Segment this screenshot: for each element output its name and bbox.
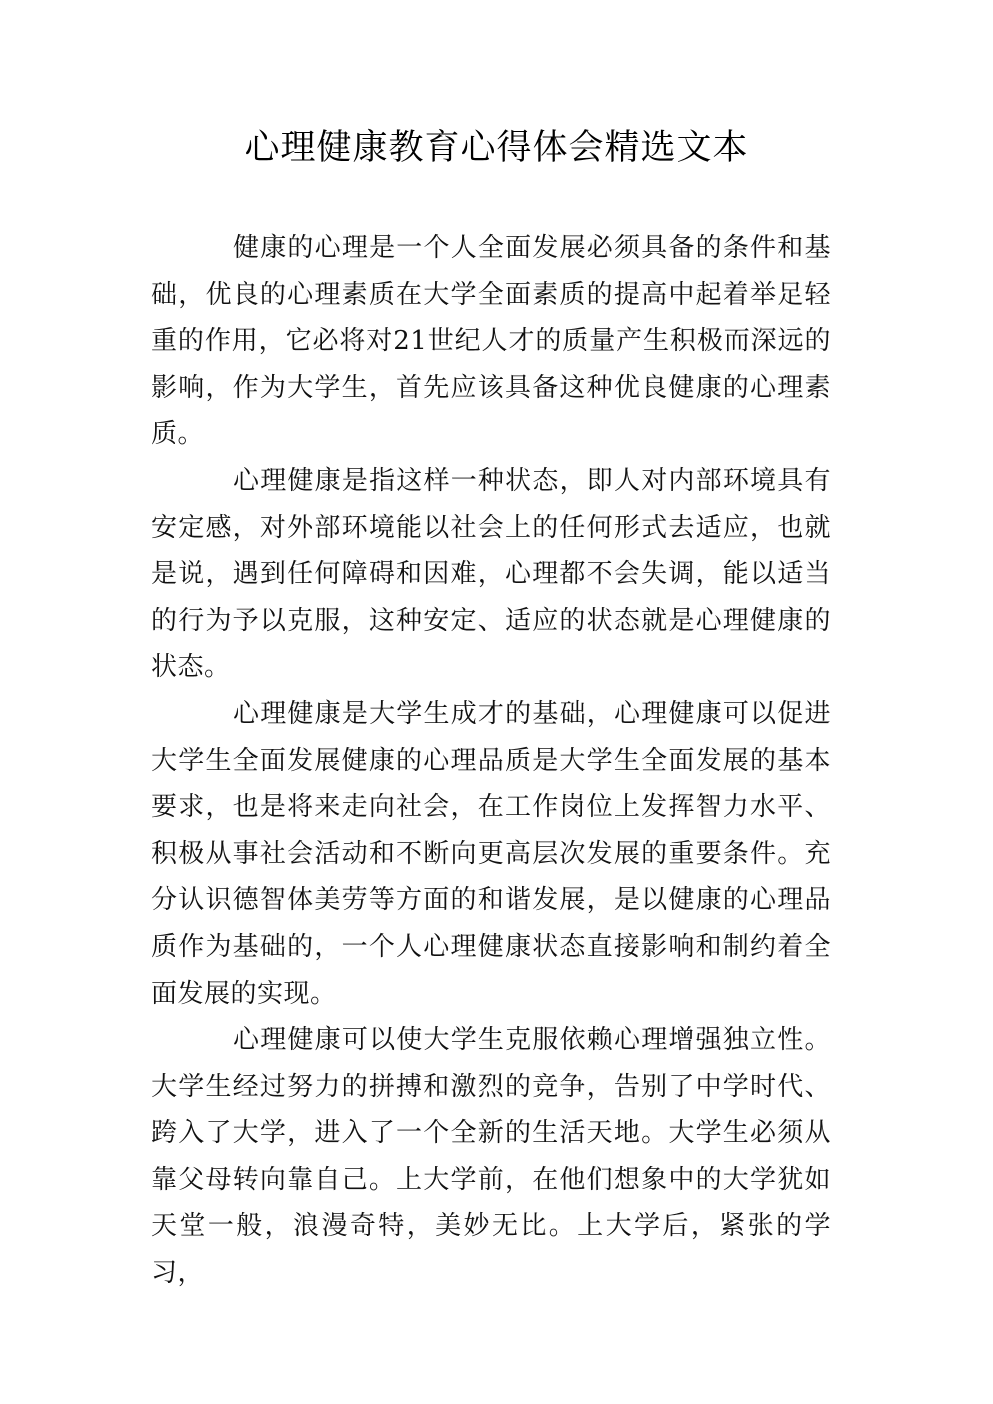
paragraph-4: 心理健康可以使大学生克服依赖心理增强独立性。大学生经过努力的拼搏和激烈的竞争，告别了中学时代、跨入了大学，进入了一个全新的生活天地。大学生必须从靠父母转向靠自己。上大学前，在他们想象中的大学犹如天堂一般，浪漫奇特，美妙无比。上大学后，紧张的学习， [151,1025,831,1289]
document-title: 心理健康教育心得体会精选文本 [244,128,749,168]
paragraph-3: 心理健康是大学生成才的基础，心理健康可以促进大学生全面发展健康的心理品质是大学生全面发展的基本要求，也是将来走向社会，在工作岗位上发挥智力水平、积极从事社会活动和不断向更高层次发展的重要条件。充分认识德智体美劳等方面的和谐发展，是以健康的心理品质作为基础的，一个人心理健康状态直接影响和制约着全面发展的实现。 [151,698,831,1009]
paragraph-1: 健康的心理是一个人全面发展必须具备的条件和基础，优良的心理素质在大学全面素质的提高中起着举足轻重的作用，它必将对21世纪人才的质量产生积极而深远的影响，作为大学生，首先应该具备这种优良健康的心理素质。 [151,233,831,450]
document-body [151,225,831,1297]
paragraph-2: 心理健康是指这样一种状态，即人对内部环境具有安定感，对外部环境能以社会上的任何形式去适应，也就是说，遇到任何障碍和因难，心理都不会失调，能以适当的行为予以克服，这种安定、适应的状态就是心理健康的状态。 [151,465,831,683]
